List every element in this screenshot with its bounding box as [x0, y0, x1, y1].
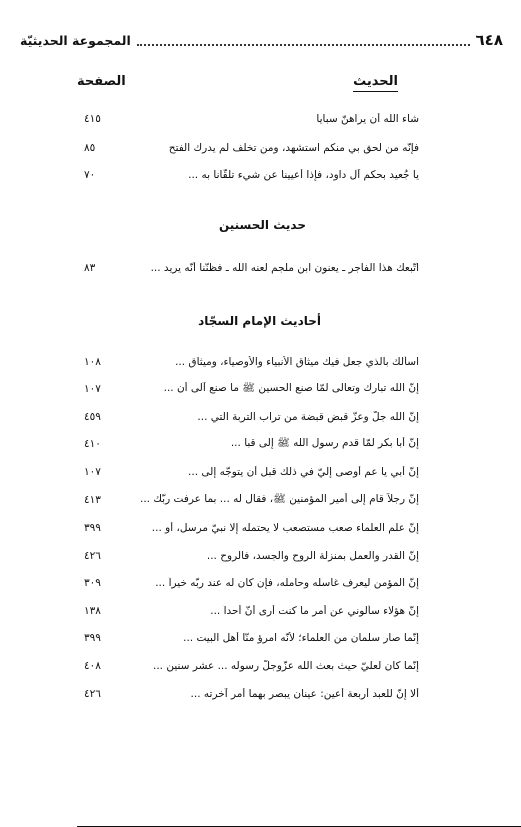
index-row — [80, 406, 419, 428]
page-ref: ٣٩٩ — [84, 632, 101, 644]
section-title: أحاديث الإمام السجّاد — [198, 314, 321, 328]
book-title: المجموعة الحديثيّة — [20, 32, 131, 48]
page-ref: ٣٩٩ — [84, 522, 101, 534]
hadith-column-heading: الحديث — [353, 74, 398, 92]
index-row — [80, 683, 419, 705]
index-row — [80, 489, 419, 511]
hadith-text: يا جُعيد بحكم آل داود، فإذا أعيينا عن شيء تلقّانا به ... — [188, 169, 419, 181]
page-ref: ٤٢٦ — [84, 688, 101, 700]
page-ref: ٤١٣ — [84, 494, 101, 506]
index-row — [80, 433, 419, 455]
hadith-text: إنّ رجلاً قام إلى أمير المؤمنين ﷺ، فقال له ... بما عرفت ربّك ... — [139, 492, 419, 505]
page-ref: ١٠٧ — [84, 383, 101, 395]
hadith-text: إنّ أبي يا عم أوصى إليّ في ذلك قبل أن يتوجّه إلى ... — [188, 466, 419, 478]
index-row — [80, 351, 419, 373]
section-title: حديث الحسنين — [218, 218, 306, 232]
hadith-text: إنّ القدر والعمل بمنزلة الروح والجسد، فالروح ... — [206, 550, 419, 562]
index-row — [80, 108, 419, 130]
page-ref: ١٣٨ — [84, 605, 101, 617]
index-row — [80, 257, 419, 279]
page-ref: ٤٠٨ — [84, 660, 101, 672]
page-ref: ١٠٨ — [84, 356, 101, 368]
page-number: ٦٤٨ — [475, 31, 503, 49]
hadith-text: إنّما صار سلمان من العلماء؛ لأنّه امرؤ منّا أهل البيت ... — [183, 632, 419, 644]
page-column-heading: الصفحة — [77, 74, 521, 827]
page-ref: ٤٥٩ — [84, 411, 101, 423]
hadith-text: إنّما كان لعليّ حيث بعث الله عزّوجلّ رسوله ... عشر سنين ... — [153, 660, 419, 672]
page-ref: ٤١٠ — [84, 438, 101, 450]
hadith-text: اسألك بالذي جعل فيك ميثاق الأنبياء والأوصياء، وميثاق ... — [175, 356, 419, 368]
hadith-text: إنّ علم العلماء صعب مستصعب لا يحتمله إلّا نبيّ مرسل، أو ... — [151, 522, 419, 534]
index-row — [80, 572, 419, 594]
index-row — [80, 378, 419, 400]
page-ref: ١٠٧ — [84, 466, 101, 478]
page-ref: ٨٥ — [84, 142, 96, 154]
header-dotted-leader — [137, 34, 470, 46]
index-row — [80, 655, 419, 677]
index-row — [80, 627, 419, 649]
page-ref: ٨٣ — [84, 262, 96, 274]
index-row — [80, 600, 419, 622]
running-header — [20, 28, 503, 52]
page-ref: ٤١٥ — [84, 113, 101, 125]
hadith-text: إنّ هؤلاء سألوني عن أمر ما كنت أرى أنّ أحداً ... — [210, 605, 419, 617]
hadith-text: ألا إنّ للعبد أربعة أعين: عينان يبصر بهما أمر آخرته ... — [190, 688, 419, 700]
page-ref: ٧٠ — [84, 169, 96, 181]
page-ref: ٤٢٦ — [84, 550, 101, 562]
hadith-text: اتّبعك هذا الفاجر ـ يعنون ابن ملجم لعنه الله ـ فظنّنا أنّه يريد ... — [150, 262, 419, 274]
index-row — [80, 164, 419, 186]
index-row — [80, 545, 419, 567]
hadith-text: إنّ الله تبارك وتعالى لمّا صنع الحسين ﷺ ما صنع آلى أن ... — [163, 381, 419, 394]
hadith-text: فإنّه من لحق بي منكم استشهد، ومن تخلّف لم يدرك الفتح — [168, 142, 419, 154]
hadith-text: إنّ أبا بكر لمّا قدم رسول الله ﷺ إلى قبا ... — [230, 436, 419, 449]
index-row — [80, 137, 419, 159]
hadith-text: إنّ الله جلّ وعزّ قبض قبضة من تراب التربة التي ... — [197, 411, 419, 423]
index-row — [80, 461, 419, 483]
page-ref: ٣٠٩ — [84, 577, 101, 589]
hadith-text: إنّ المؤمن ليعرف غاسله وحامله، فإن كان له عند ربّه خيراً ... — [155, 577, 419, 589]
index-row — [80, 517, 419, 539]
hadith-text: شاء الله أن يراهنّ سبايا — [316, 113, 419, 125]
